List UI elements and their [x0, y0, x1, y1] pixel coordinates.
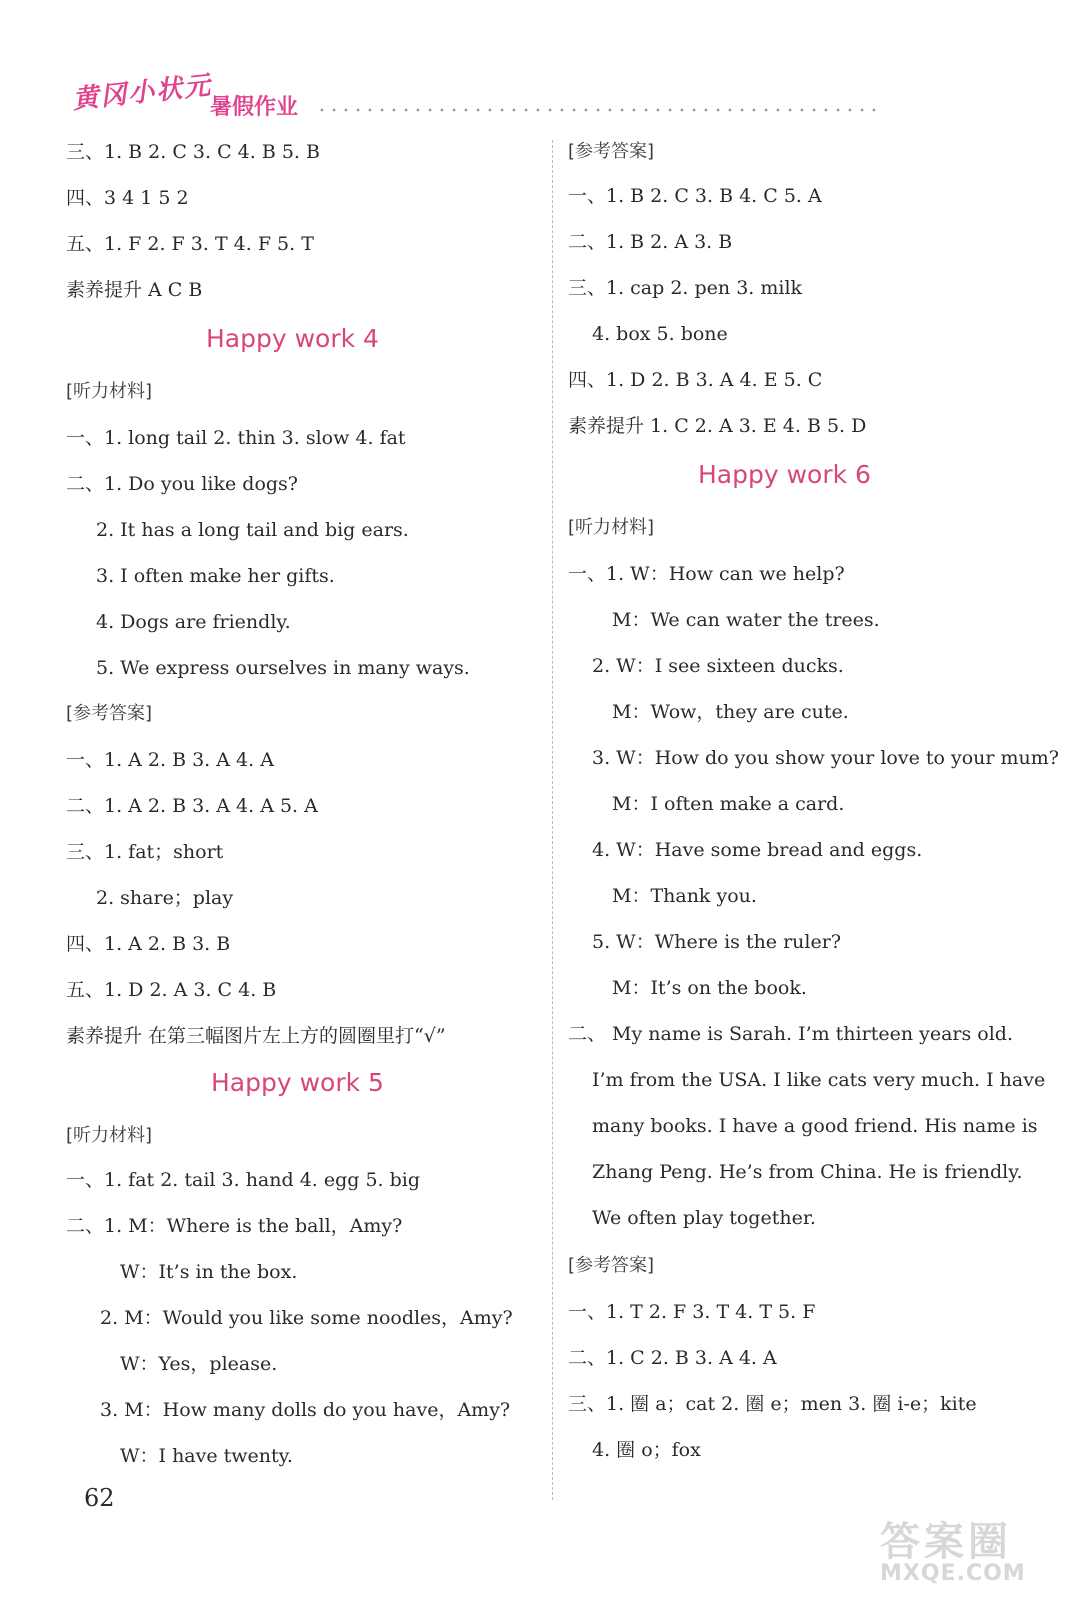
answer-line: 一、1. fat 2. tail 3. hand 4. egg 5. big	[66, 1169, 421, 1191]
reference-answer-tag: [参考答案]	[66, 703, 153, 724]
answer-line: 二、1. B 2. A 3. B	[568, 231, 733, 253]
answer-line: M：It’s on the book.	[612, 977, 807, 999]
watermark-logo	[880, 1510, 1040, 1590]
answer-line: W：It’s in the box.	[120, 1261, 298, 1283]
reference-answer-tag: [参考答案]	[568, 1255, 655, 1276]
answer-line: 三、1. 圈 a；cat 2. 圈 e；men 3. 圈 i-e；kite	[568, 1393, 977, 1415]
answer-line: 三、1. B 2. C 3. C 4. B 5. B	[66, 141, 320, 163]
answer-line: 三、1. cap 2. pen 3. milk	[568, 277, 803, 299]
answer-line: 2. share；play	[96, 887, 234, 909]
answer-line: 五、1. F 2. F 3. T 4. F 5. T	[66, 233, 314, 255]
answer-line: 3. W：How do you show your love to your mum?	[592, 747, 1059, 769]
answer-line: 二、1. Do you like dogs?	[66, 473, 298, 495]
answer-line: M：I often make a card.	[612, 793, 845, 815]
header-dotted-rule	[316, 108, 876, 112]
passage-line: We often play together.	[592, 1207, 816, 1229]
reference-answer-tag: [参考答案]	[568, 141, 655, 162]
passage-line: many books. I have a good friend. His name is	[592, 1115, 1038, 1137]
answer-line: 2. W：I see sixteen ducks.	[592, 655, 844, 677]
listening-material-tag: [听力材料]	[66, 381, 153, 402]
answer-line: 四、1. A 2. B 3. B	[66, 933, 231, 955]
answer-line: 一、1. B 2. C 3. B 4. C 5. A	[568, 185, 822, 207]
answer-line: 素养提升 1. C 2. A 3. E 4. B 5. D	[568, 415, 867, 437]
section-title-happy-work-6: Happy work 6	[698, 460, 871, 489]
answer-line: 4. 圈 o；fox	[592, 1439, 701, 1461]
answer-line: 2. It has a long tail and big ears.	[96, 519, 409, 541]
section-title-happy-work-5: Happy work 5	[211, 1068, 384, 1097]
answer-line: 四、3 4 1 5 2	[66, 187, 189, 209]
answer-line: W：I have twenty.	[120, 1445, 293, 1467]
listening-material-tag: [听力材料]	[568, 517, 655, 538]
answer-line: 一、1. T 2. F 3. T 4. T 5. F	[568, 1301, 816, 1323]
passage-line: I’m from the USA. I like cats very much. I have	[592, 1069, 1046, 1091]
answer-line: M：Wow，they are cute.	[612, 701, 849, 723]
brand-logo: 黄冈小状元	[71, 70, 214, 116]
passage-line: 二、 My name is Sarah. I’m thirteen years old.	[568, 1023, 1013, 1045]
answer-line: W：Yes，please.	[120, 1353, 278, 1375]
answer-line: 素养提升 A C B	[66, 279, 203, 301]
section-title-happy-work-4: Happy work 4	[206, 324, 379, 353]
answer-line: 一、1. long tail 2. thin 3. slow 4. fat	[66, 427, 406, 449]
column-divider	[552, 140, 553, 1500]
answer-line: 3. M：How many dolls do you have，Amy?	[100, 1399, 511, 1421]
answer-line: 二、1. M：Where is the ball，Amy?	[66, 1215, 403, 1237]
answer-line: 4. Dogs are friendly.	[96, 611, 291, 633]
passage-line: Zhang Peng. He’s from China. He is friendly.	[592, 1161, 1023, 1183]
answer-line: 3. I often make her gifts.	[96, 565, 335, 587]
answer-line: M：Thank you.	[612, 885, 757, 907]
answer-line: 一、1. A 2. B 3. A 4. A	[66, 749, 274, 771]
listening-material-tag: [听力材料]	[66, 1125, 153, 1146]
watermark-domain: MXQE.COM	[880, 1561, 1026, 1586]
answer-line: 4. W：Have some bread and eggs.	[592, 839, 923, 861]
answer-line: 五、1. D 2. A 3. C 4. B	[66, 979, 277, 1001]
answer-line: 2. M：Would you like some noodles，Amy?	[100, 1307, 513, 1329]
watermark-text: 答案圈	[880, 1519, 1012, 1565]
answer-line: 四、1. D 2. B 3. A 4. E 5. C	[568, 369, 823, 391]
answer-line: 二、1. C 2. B 3. A 4. A	[568, 1347, 777, 1369]
answer-line: M：We can water the trees.	[612, 609, 880, 631]
answer-line: 素养提升 在第三幅图片左上方的圆圈里打“√”	[66, 1025, 446, 1047]
page-header	[66, 64, 886, 120]
answer-line: 5. W：Where is the ruler?	[592, 931, 842, 953]
answer-line: 4. box 5. bone	[592, 323, 728, 345]
answer-line: 5. We express ourselves in many ways.	[96, 657, 470, 679]
answer-line: 三、1. fat；short	[66, 841, 224, 863]
answer-line: 一、1. W：How can we help?	[568, 563, 845, 585]
page-number: 62	[84, 1484, 115, 1512]
book-subtitle: 暑假作业	[210, 95, 299, 120]
answer-line: 二、1. A 2. B 3. A 4. A 5. A	[66, 795, 318, 817]
